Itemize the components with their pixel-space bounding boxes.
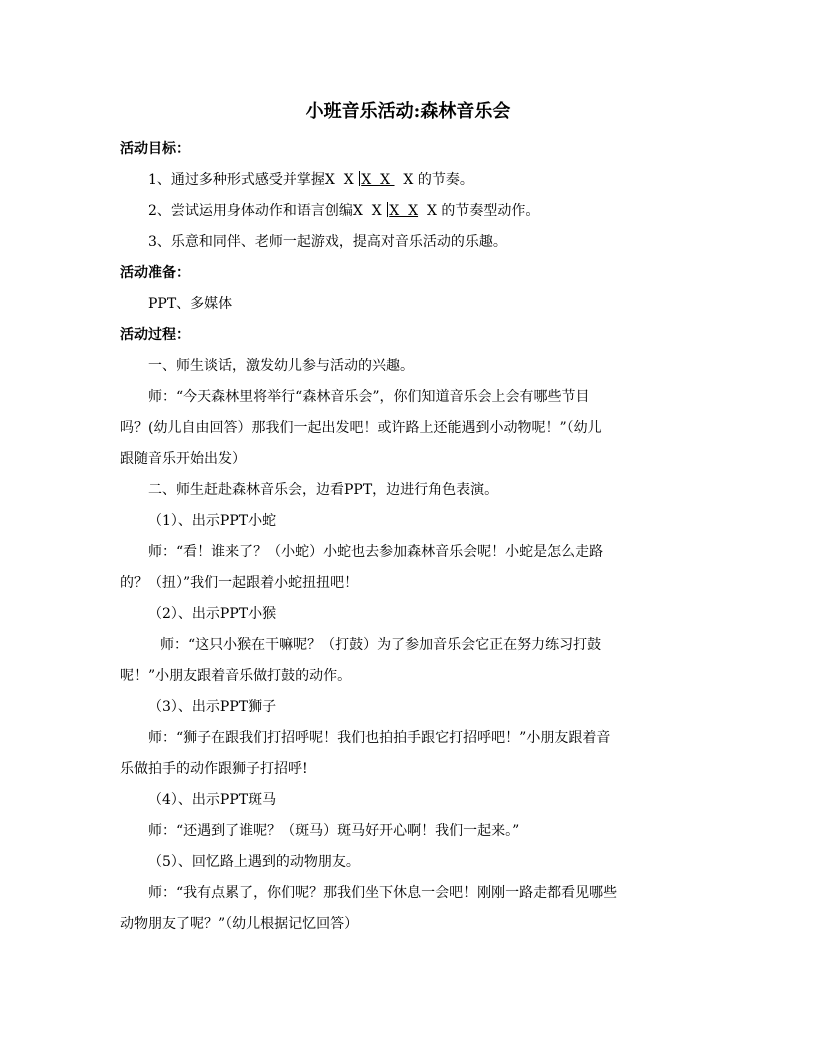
paragraph-line: 呢！”小朋友跟着音乐做打鼓的动作。 [120,668,352,684]
goal-1-rhythm-c: X [394,172,414,188]
paragraph-line: 师：“还遇到了谁呢？（斑马）斑马好开心啊！我们一起来。” [148,823,520,839]
paragraph-line: 吗？(幼儿自由回答）那我们一起出发吧！或许路上还能遇到小动物呢！”（幼儿 [120,420,602,436]
paragraph-line: （1）、出示PPT小蛇 [148,513,277,529]
prep-items: PPT、多媒体 [148,296,233,312]
goal-2 [148,201,539,221]
paragraph-line: 乐做拍手的动作跟狮子打招呼! [120,761,308,777]
page-title: 小班音乐活动:森林音乐会 [305,101,511,122]
goal-2-rhythm-a: X X [352,203,387,219]
paragraph-line: （5）、回忆路上遇到的动物朋友。 [148,854,360,870]
prep-heading: 活动准备： [120,265,190,281]
paragraph-line: 的？（扭）”我们一起跟着小蛇扭扭吧！ [120,575,359,591]
paragraph-line: 师：“这只小猴在干嘛呢？（打鼓）为了参加音乐会它正在努力练习打鼓 [160,637,602,653]
goal-2-rhythm-c: X [418,203,437,219]
paragraph-line: 动物朋友了呢？”（幼儿根据记忆回答） [120,916,359,932]
goal-2-rhythm-b: X X [389,203,419,219]
goal-1-suffix: 的节奏。 [413,172,474,188]
paragraph-line: 跟随音乐开始出发） [120,451,246,467]
paragraph-line: 一、师生谈话，激发幼儿参与活动的兴趣。 [148,358,414,374]
goal-2-prefix: 2、尝试运用身体动作和语言创编 [148,203,353,219]
goal-2-suffix: 的节奏型动作。 [436,203,540,219]
goal-3: 3、乐意和同伴、老师一起游戏，提高对音乐活动的乐趣。 [148,234,507,250]
goals-heading: 活动目标： [120,141,190,157]
paragraph-line: 师：“狮子在跟我们打招呼呢！我们也拍拍手跟它打招呼吧！”小朋友跟着音 [148,730,611,746]
paragraph-line: （4）、出示PPT斑马 [148,792,277,808]
goal-1-rhythm-a: X X [324,172,359,188]
paragraph-line: （2）、出示PPT小猴 [148,606,277,622]
goal-1-prefix: 1、通过多种形式感受并掌握 [148,172,325,188]
process-heading: 活动过程： [120,327,190,343]
paragraph-line: 二、师生赶赴森林音乐会，边看PPT，边进行角色表演。 [148,482,499,498]
goal-1 [148,170,474,190]
paragraph-line: 师：“我有点累了，你们呢？那我们坐下休息一会吧！刚刚一路走都看见哪些 [148,885,618,901]
goal-1-rhythm-b: X X [361,172,395,188]
paragraph-line: 师：“看！谁来了？（小蛇）小蛇也去参加森林音乐会呢！小蛇是怎么走路 [148,544,604,560]
paragraph-line: （3）、出示PPT狮子 [148,699,277,715]
paragraph-line: 师：“今天森林里将举行“森林音乐会”，你们知道音乐会上会有哪些节目 [148,389,590,405]
